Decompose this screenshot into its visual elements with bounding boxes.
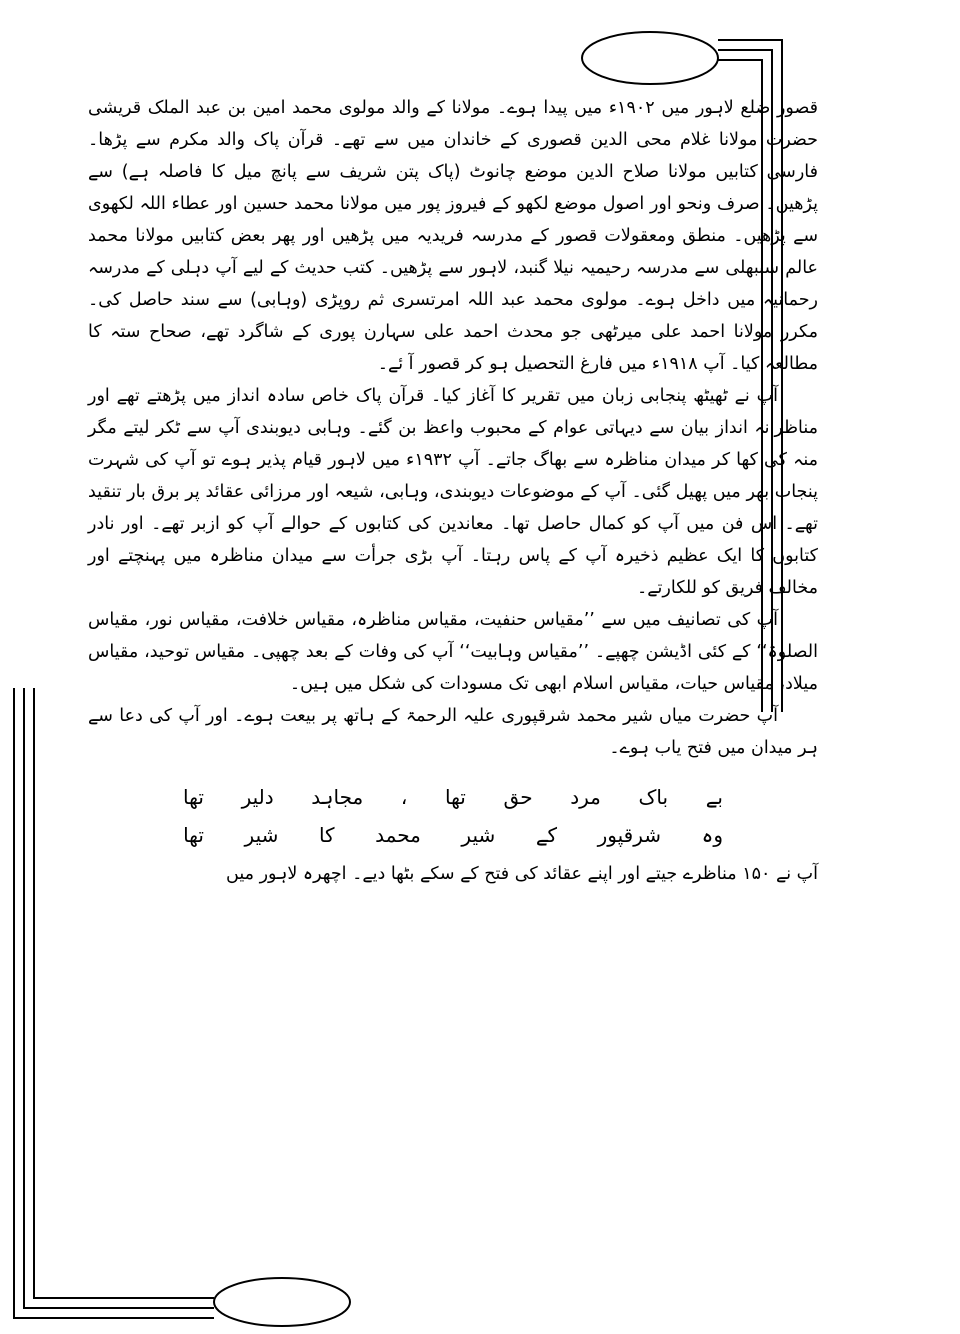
poem-line-2 [183, 816, 723, 854]
poem-word: بے [705, 785, 723, 809]
poem-word: تھا [183, 785, 204, 809]
poem-word: وہ [701, 823, 723, 847]
poem-line-1 [183, 778, 723, 816]
poem-word: شیر [244, 823, 279, 847]
bottom-oval-ornament [214, 1278, 350, 1326]
poem-word: مجاہد [311, 785, 364, 809]
poem-word: شیر [461, 823, 496, 847]
poem-couplet [183, 778, 723, 854]
poem-word: باک [638, 785, 669, 809]
paragraph-writings: آپ کی تصانیف میں سے ’’مقیاس حنفیت، مقیاس مناظرہ، مقیاس خلافت، مقیاس نور، مقیاس الصلوۃ‘‘ کے کئی اڈیشن چھپے۔ ’’مقیاس وہابیت‘‘ آپ کی وفات کے بعد چھپی۔ مقیاس توحید، مقیاس میلاد، مقیاس حیات، مقیاس اسلام ابھی تک مسودات کی شکل میں ہیں۔ [88, 610, 818, 694]
article-body [88, 92, 818, 890]
paragraph-preaching: آپ نے ٹھیٹھ پنجابی زبان میں تقریر کا آغاز کیا۔ قرآن پاک خاص سادہ انداز میں پڑھتے تھے اور مناظرانہ انداز بیان سے دیہاتی عوام کے محبوب واعظ بن گئے۔ وہابی دیوبندی آپ سے ٹکر لیتے مگر منہ کی کھا کر میدان مناظرہ سے بھاگ جاتے۔ آپ ۱۹۳۲ء میں لاہور قیام پذیر ہوے تو آپ کی شہرت پنجاب بھر میں پھیل گئی۔ آپ کے موضوعات دیوبندی، وہابی، شیعہ اور مرزائی عقائد پر برق بار تنقید تھے۔ اس فن میں آپ کو کمال حاصل تھا۔ معاندین کی کتابوں کے حوالے آپ کو ازبر تھے۔ اور نادر کتابوں کا ایک عظیم ذخیرہ آپ کے پاس رہتا۔ آپ بڑی جرأت سے میدان مناظرہ میں پہنچتے اور مخالف فریق کو للکارتے۔ [88, 386, 819, 598]
poem-word: محمد [375, 823, 421, 847]
poem-word: دلیر [241, 785, 274, 809]
poem-word: شرقپور [597, 823, 662, 847]
top-oval-ornament [582, 32, 718, 84]
poem-word: کے [535, 823, 558, 847]
paragraph-birth-education: قصور ضلع لاہور میں ۱۹۰۲ء میں پیدا ہوے۔ مولانا کے والد مولوی محمد امین بن عبد الملک قریشی حضرت مولانا غلام محی الدین قصوری کے خاندان میں سے تھے۔ قرآن پاک والد مکرم سے پڑھا۔ فارسی کتابیں مولانا صلاح الدین موضع چانوٹ (پاک پتن شریف سے پانچ میل کا فاصلہ ہے) سے پڑھیں۔ صرف ونحو اور اصول موضع لکھو کے فیروز پور میں مولانا محمد حسین اور عطاء اللہ لکھوی سے پڑھیں۔ منطق ومعقولات قصور کے مدرسہ فریدیہ میں پڑھیں اور پھر بعض کتابیں مولانا محمد عالم سنبھلی سے مدرسہ رحیمیہ نیلا گنبد، لاہور سے پڑھیں۔ کتب حدیث کے لیے آپ دہلی کے مدرسہ رحمانیہ میں داخل ہوے۔ مولوی محمد عبد اللہ امرتسری ثم روپڑی (وہابی) سے سند حاصل کی۔ مکرر مولانا احمد علی میرٹھی جو محدث احمد علی سہارن پوری کے شاگرد تھے، صحاح ستہ کا مطالعہ کیا۔ آپ ۱۹۱۸ء میں فارغ التحصیل ہو کر قصور آ ئے۔ [88, 98, 818, 374]
poem-word: ، [400, 785, 408, 809]
paragraph-closing: آپ نے ۱۵۰ مناظرے جیتے اور اپنے عقائد کی فتح کے سکے بٹھا دیے۔ اچھرہ لاہور میں [226, 864, 818, 884]
poem-word: تھا [183, 823, 204, 847]
poem-word: حق [503, 785, 533, 809]
paragraph-bayat: آپ حضرت میاں شیر محمد شرقپوری علیہ الرحمۃ کے ہاتھ پر بیعت ہوے۔ اور آپ کی دعا سے ہر میدان میں فتح یاب ہوے۔ [88, 706, 818, 758]
poem-word: مرد [570, 785, 601, 809]
poem-word: کا [318, 823, 335, 847]
poem-word: تھا [444, 785, 466, 809]
